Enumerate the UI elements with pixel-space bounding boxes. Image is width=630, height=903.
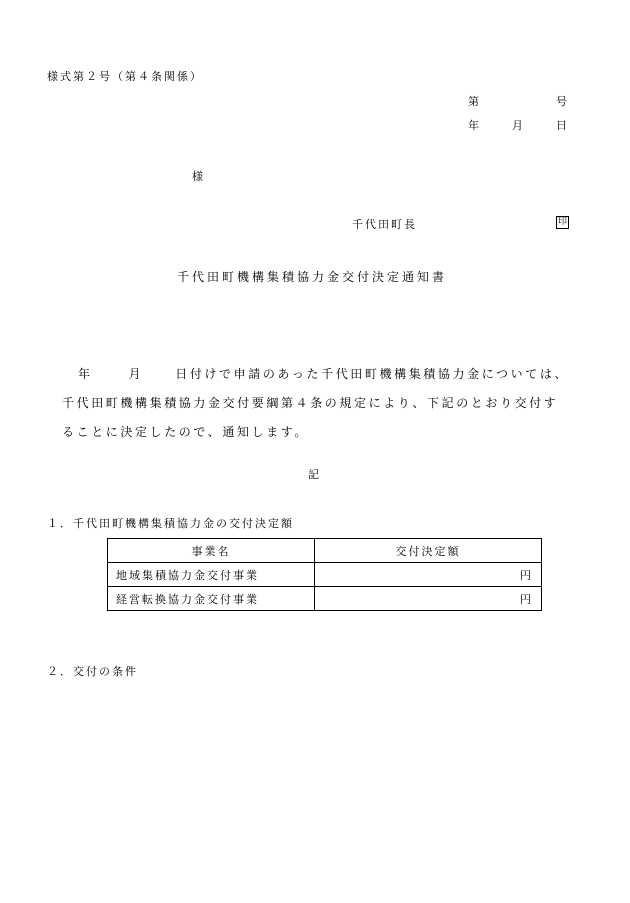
table-row bbox=[108, 563, 542, 587]
body-line-1-text: 日付けで申請のあった千代田町機構集積協力金については、 bbox=[175, 367, 570, 381]
document-number-prefix: 第 bbox=[468, 95, 479, 108]
section-1-heading: １．千代田町機構集積協力金の交付決定額 bbox=[47, 517, 294, 530]
body-year: 年 bbox=[78, 367, 93, 381]
table-cell-amount: 円 bbox=[315, 587, 542, 611]
form-label: 様式第２号（第４条関係） bbox=[47, 70, 203, 83]
date-day: 日 bbox=[556, 119, 567, 132]
grant-amount-table bbox=[107, 538, 542, 611]
table-row bbox=[108, 587, 542, 611]
table-header-amount: 交付決定額 bbox=[315, 539, 542, 563]
ki-heading: 記 bbox=[308, 468, 319, 481]
date-year: 年 bbox=[468, 119, 479, 132]
document-title: 千代田町機構集積協力金交付決定通知書 bbox=[177, 270, 448, 284]
body-line-3: ることに決定したので、通知します。 bbox=[62, 425, 310, 439]
body-line-2: 千代田町機構集積協力金交付要綱第４条の規定により、下記のとおり交付す bbox=[62, 396, 559, 410]
addressee-suffix: 様 bbox=[192, 170, 203, 183]
body-month: 月 bbox=[128, 367, 144, 381]
table-cell-amount: 円 bbox=[315, 563, 542, 587]
issuer-name: 千代田町長 bbox=[352, 218, 417, 231]
seal-mark: 印 bbox=[557, 217, 567, 227]
table-cell-business-name: 地域集積協力金交付事業 bbox=[108, 563, 315, 587]
document-number-suffix: 号 bbox=[556, 95, 567, 108]
body-line-1 bbox=[62, 367, 569, 381]
table-cell-business-name: 経営転換協力金交付事業 bbox=[108, 587, 315, 611]
body-paragraph bbox=[62, 360, 592, 447]
section-2-heading: ２．交付の条件 bbox=[47, 665, 138, 678]
date-month: 月 bbox=[512, 119, 523, 132]
table-header-row bbox=[108, 539, 542, 563]
table-header-business: 事業名 bbox=[108, 539, 315, 563]
